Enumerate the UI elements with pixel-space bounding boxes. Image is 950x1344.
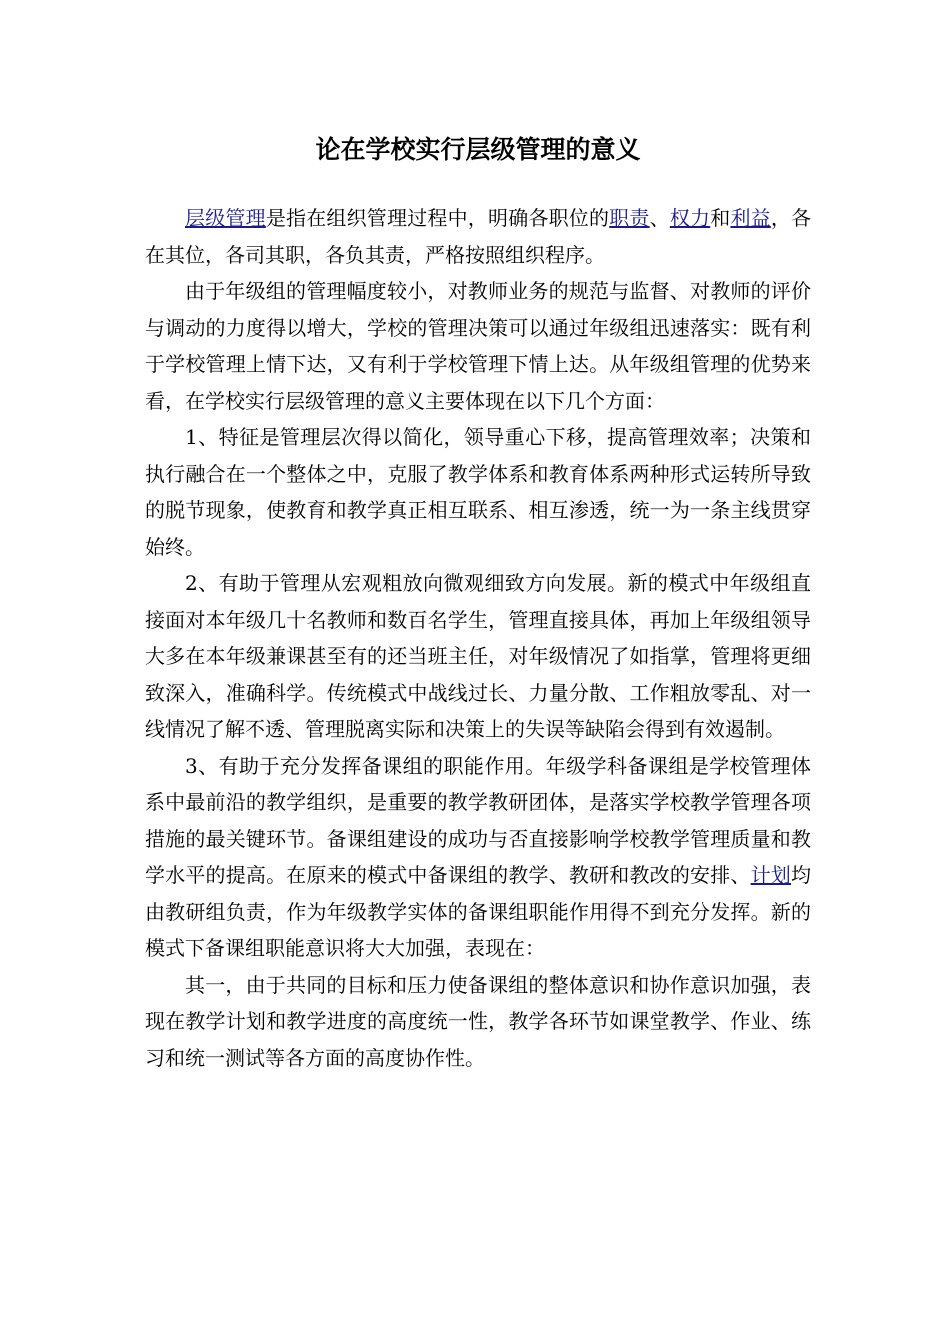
- intro-text-1: 是指在组织管理过程中，明确各职位的: [265, 206, 610, 230]
- link-interests[interactable]: 利益: [730, 206, 771, 230]
- paragraph-point-3: [145, 748, 811, 967]
- link-hierarchical-management[interactable]: 层级管理: [185, 206, 266, 230]
- link-duties[interactable]: 职责: [609, 206, 650, 230]
- link-power[interactable]: 权力: [669, 206, 711, 230]
- point-3-text-1: 3、有助于充分发挥备课组的职能作用。年级学科备课组是学校管理体系中最前沿的教学组织，是重要的教学教研团体，是落实学校教学管理各项措施的最关键环节。备课组建设的成功与否直接影响学校教学管理质量和教学水平的提高。在原来的模式中备课组的教学、教研和教改的安排、: [145, 753, 811, 887]
- document-page: [145, 120, 811, 1076]
- paragraph-point-1: 1、特征是管理层次得以简化，领导重心下移，提高管理效率；决策和执行融合在一个整体之中，克服了教学体系和教育体系两种形式运转所导致的脱节现象，使教育和教学真正相互联系、相互渗透，统一为一条主线贯穿始终。: [145, 425, 811, 559]
- link-plan[interactable]: 计划: [750, 863, 791, 887]
- document-title: 论在学校实行层级管理的意义: [315, 135, 641, 164]
- intro-text-3: 和: [710, 206, 731, 230]
- paragraph-first-aspect: 其一，由于共同的目标和压力使备课组的整体意识和协作意识加强，表现在教学计划和教学进度的高度统一性，教学各环节如课堂教学、作业、练习和统一测试等各方面的高度协作性。: [145, 972, 811, 1070]
- intro-text-2: 、: [649, 206, 670, 230]
- paragraph-point-2: 2、有助于管理从宏观粗放向微观细致方向发展。新的模式中年级组直接面对本年级几十名教师和数百名学生，管理直接具体，再加上年级组领导大多在本年级兼课甚至有的还当班主任，对年级情况了如指掌，管理将更细致深入，准确科学。传统模式中战线过长、力量分散、工作粗放零乱、对一线情况了解不透、管理脱离实际和决策上的失误等缺陷会得到有效遏制。: [145, 571, 811, 741]
- paragraph-grade-group-advantage: 由于年级组的管理幅度较小，对教师业务的规范与监督、对教师的评价与调动的力度得以增大，学校的管理决策可以通过年级组迅速落实：既有利于学校管理上情下达，又有利于学校管理下情上达。从年级组管理的优势来看，在学校实行层级管理的意义主要体现在以下几个方面：: [145, 279, 811, 413]
- point-3-text-2: 均由教研组负责，作为年级教学实体的备课组职能作用得不到充分发挥。新的模式下备课组职能意识将大大加强，表现在：: [145, 863, 811, 960]
- intro-paragraph: [145, 200, 811, 273]
- intro-text-4: ，各在其位，各司其职，各负其责，严格按照组织程序。: [145, 206, 812, 267]
